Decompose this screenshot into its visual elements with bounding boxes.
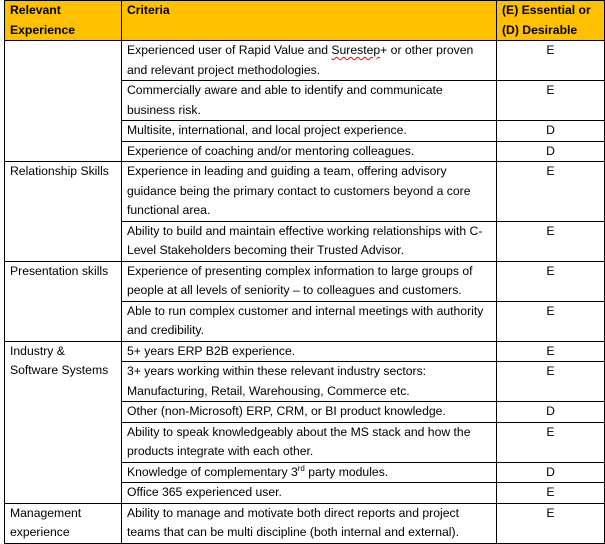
ed-cell: D: [497, 141, 605, 162]
criteria-cell: Ability to build and maintain effective working relationships with C-Level Stakeholders becoming their Trusted Advisor.: [122, 221, 497, 261]
criteria-cell: Multisite, international, and local project experience.: [122, 121, 497, 142]
category-cell: [5, 41, 122, 162]
ed-cell: D: [497, 402, 605, 423]
ed-cell: D: [497, 462, 605, 483]
category-cell: Industry & Software Systems: [5, 341, 122, 503]
table-row: [5, 503, 605, 543]
category-cell: Presentation skills: [5, 261, 122, 341]
criteria-cell: Ability to manage and motivate both direct reports and project teams that can be multi discipline (both internal and external).: [122, 503, 497, 543]
ed-cell: E: [497, 81, 605, 121]
ed-cell: E: [497, 483, 605, 504]
ed-cell: E: [497, 503, 605, 543]
criteria-cell: [122, 41, 497, 81]
criteria-cell: 5+ years ERP B2B experience.: [122, 341, 497, 362]
ed-cell: E: [497, 301, 605, 341]
criteria-cell: Able to run complex customer and internal meetings with authority and credibility.: [122, 301, 497, 341]
criteria-cell: Experience of coaching and/or mentoring colleagues.: [122, 141, 497, 162]
spellcheck-marked-word: Surestep: [331, 43, 381, 57]
category-cell: Relationship Skills: [5, 162, 122, 262]
criteria-cell: Commercially aware and able to identify and communicate business risk.: [122, 81, 497, 121]
table-header-row: [5, 1, 605, 41]
header-relevant-experience: Relevant Experience: [5, 1, 122, 41]
table-row: [5, 41, 605, 81]
criteria-cell: 3+ years working within these relevant industry sectors: Manufacturing, Retail, Warehousing, Commerce etc.: [122, 362, 497, 402]
ed-cell: E: [497, 261, 605, 301]
criteria-text: Knowledge of complementary 3: [127, 464, 298, 479]
ed-cell: D: [497, 121, 605, 142]
table-row: [5, 162, 605, 222]
table-row: [5, 261, 605, 301]
table-row: [5, 341, 605, 362]
criteria-text: Experienced user of Rapid Value and: [127, 43, 332, 57]
header-criteria: Criteria: [122, 1, 497, 41]
ed-cell: E: [497, 162, 605, 222]
header-essential-desirable: (E) Essential or (D) Desirable: [497, 1, 605, 41]
category-cell: Management experience: [5, 503, 122, 543]
ordinal-suffix: rd: [297, 463, 305, 473]
criteria-text: + or other proven and relevant project methodologies.: [127, 43, 474, 77]
criteria-table: [4, 0, 605, 544]
ed-cell: E: [497, 362, 605, 402]
ed-cell: E: [497, 221, 605, 261]
criteria-text: party modules.: [304, 464, 389, 479]
ed-cell: E: [497, 41, 605, 81]
ed-cell: E: [497, 422, 605, 462]
criteria-cell: Other (non-Microsoft) ERP, CRM, or BI product knowledge.: [122, 402, 497, 423]
criteria-cell: Experience of presenting complex information to large groups of people at all levels of seniority – to colleagues and customers.: [122, 261, 497, 301]
criteria-cell: Experience in leading and guiding a team, offering advisory guidance being the primary contact to customers beyond a core functional area.: [122, 162, 497, 222]
ed-cell: E: [497, 341, 605, 362]
criteria-cell: [122, 462, 497, 483]
criteria-cell: Ability to speak knowledgeably about the MS stack and how the products integrate with each other.: [122, 422, 497, 462]
criteria-cell: Office 365 experienced user.: [122, 483, 497, 504]
